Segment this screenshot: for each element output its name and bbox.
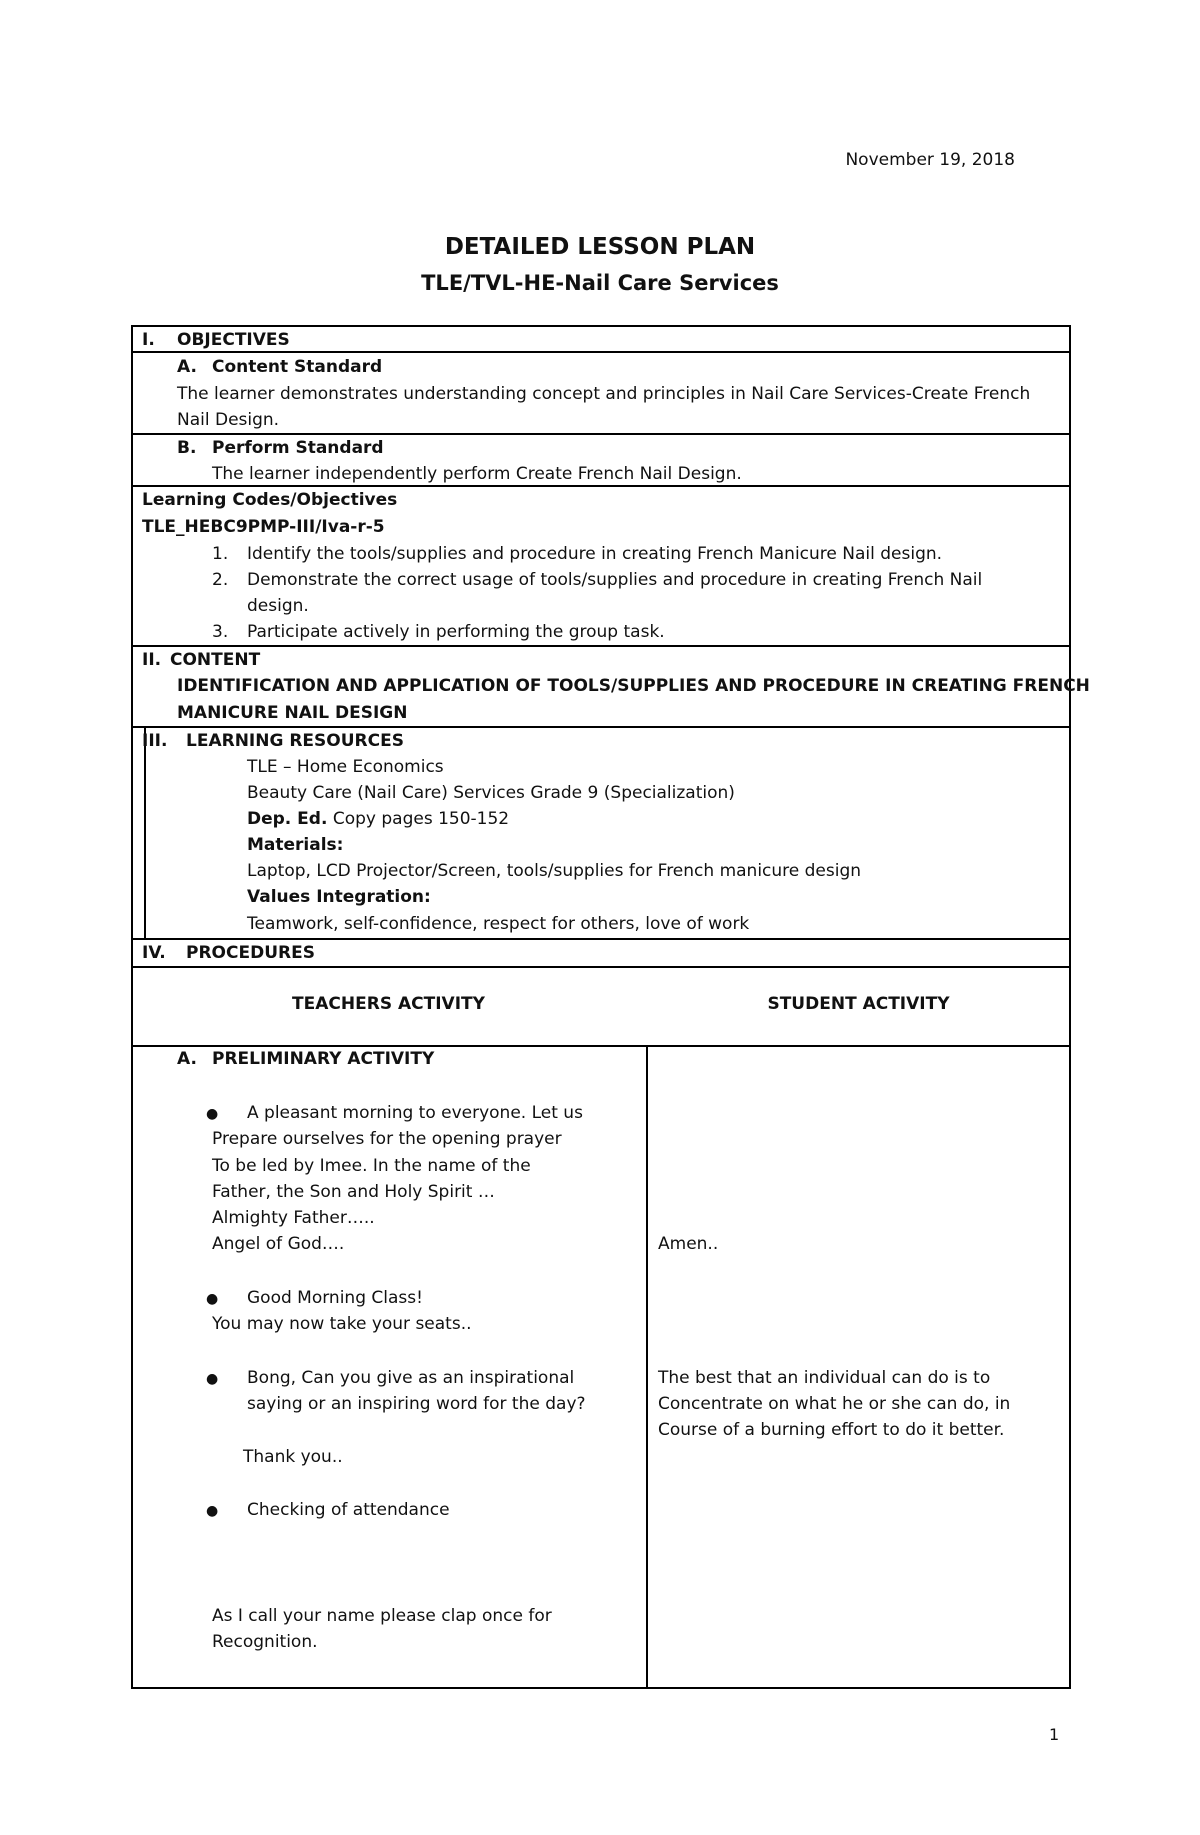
resource-line bbox=[247, 806, 509, 833]
content-number: II. bbox=[142, 650, 162, 670]
values-list: Teamwork, self-confidence, respect for others, love of work bbox=[247, 914, 750, 934]
resource-line-rest: Copy pages 150-152 bbox=[327, 809, 510, 829]
values-label: Values Integration: bbox=[247, 887, 431, 907]
objective-item: Identify the tools/supplies and procedure in creating French Manicure Nail design. bbox=[247, 544, 943, 564]
bullet-icon: ● bbox=[206, 1291, 219, 1307]
attendance-line: Checking of attendance bbox=[247, 1500, 450, 1520]
preliminary-number: A. bbox=[177, 1049, 197, 1069]
page-title: DETAILED LESSON PLAN bbox=[444, 234, 756, 260]
perform-standard-heading: Perform Standard bbox=[212, 438, 384, 458]
bullet-icon: ● bbox=[206, 1106, 219, 1122]
learning-code: TLE_HEBC9PMP-III/Iva-r-5 bbox=[142, 517, 385, 537]
lesson-date: November 19, 2018 bbox=[845, 150, 1015, 170]
materials-list: Laptop, LCD Projector/Screen, tools/supplies for French manicure design bbox=[247, 861, 862, 881]
content-standard-text-cont: Nail Design. bbox=[177, 410, 280, 430]
student-quote-line: Course of a burning effort to do it better. bbox=[658, 1420, 1005, 1440]
objective-item-cont: design. bbox=[247, 596, 309, 616]
procedures-number: IV. bbox=[142, 943, 166, 963]
resource-line: Beauty Care (Nail Care) Services Grade 9 (Specialization) bbox=[247, 783, 735, 803]
resources-column-rule bbox=[144, 726, 146, 938]
resources-number: III. bbox=[142, 731, 168, 751]
thanks-line: Thank you.. bbox=[243, 1447, 343, 1467]
content-standard-number: A. bbox=[177, 357, 197, 377]
teachers-activity-header: TEACHERS ACTIVITY bbox=[292, 994, 485, 1014]
objective-item: Participate actively in performing the group task. bbox=[247, 622, 665, 642]
prayer-line: Almighty Father….. bbox=[212, 1208, 375, 1228]
resource-line: TLE – Home Economics bbox=[247, 757, 444, 777]
preliminary-heading: PRELIMINARY ACTIVITY bbox=[212, 1049, 435, 1069]
student-response: Amen.. bbox=[658, 1234, 719, 1254]
perform-standard-text: The learner independently perform Create French Nail Design. bbox=[212, 464, 742, 484]
objective-number: 2. bbox=[212, 570, 229, 590]
page-number: 1 bbox=[1049, 1725, 1060, 1744]
prayer-line: Father, the Son and Holy Spirit … bbox=[212, 1182, 495, 1202]
objectives-number: I. bbox=[142, 330, 155, 350]
activity-column-rule bbox=[646, 1045, 648, 1689]
bullet-icon: ● bbox=[206, 1371, 219, 1387]
prayer-line: Angel of God…. bbox=[212, 1234, 345, 1254]
student-quote-line: Concentrate on what he or she can do, in bbox=[658, 1394, 1011, 1414]
clap-line: Recognition. bbox=[212, 1632, 318, 1652]
objective-item: Demonstrate the correct usage of tools/supplies and procedure in creating French Nail bbox=[247, 570, 983, 590]
student-quote-line: The best that an individual can do is to bbox=[658, 1368, 991, 1388]
prayer-line: Prepare ourselves for the opening prayer bbox=[212, 1129, 562, 1149]
student-activity-header: STUDENT ACTIVITY bbox=[767, 994, 950, 1014]
resource-line-bold: Dep. Ed. bbox=[247, 809, 328, 829]
inspire-line: Bong, Can you give as an inspirational bbox=[247, 1368, 575, 1388]
materials-label: Materials: bbox=[247, 835, 344, 855]
page-subtitle: TLE/TVL-HE-Nail Care Services bbox=[421, 271, 779, 295]
objectives-heading: OBJECTIVES bbox=[177, 330, 290, 350]
objective-number: 1. bbox=[212, 544, 229, 564]
content-topic: IDENTIFICATION AND APPLICATION OF TOOLS/SUPPLIES AND PROCEDURE IN CREATING FRENCH bbox=[177, 676, 1090, 696]
content-topic-cont: MANICURE NAIL DESIGN bbox=[177, 703, 408, 723]
inspire-line: saying or an inspiring word for the day? bbox=[247, 1394, 586, 1414]
prayer-line: To be led by Imee. In the name of the bbox=[212, 1156, 531, 1176]
clap-line: As I call your name please clap once for bbox=[212, 1606, 552, 1626]
objective-number: 3. bbox=[212, 622, 229, 642]
greeting-line: Good Morning Class! bbox=[247, 1288, 423, 1308]
greeting-line: You may now take your seats.. bbox=[212, 1314, 472, 1334]
content-standard-heading: Content Standard bbox=[212, 357, 383, 377]
bullet-icon: ● bbox=[206, 1503, 219, 1519]
resources-heading: LEARNING RESOURCES bbox=[186, 731, 404, 751]
prayer-line: A pleasant morning to everyone. Let us bbox=[247, 1103, 583, 1123]
content-heading: CONTENT bbox=[170, 650, 261, 670]
perform-standard-number: B. bbox=[177, 438, 197, 458]
learning-codes-heading: Learning Codes/Objectives bbox=[142, 490, 398, 510]
procedures-heading: PROCEDURES bbox=[186, 943, 315, 963]
content-standard-text: The learner demonstrates understanding concept and principles in Nail Care Services-Create French bbox=[177, 384, 1031, 404]
